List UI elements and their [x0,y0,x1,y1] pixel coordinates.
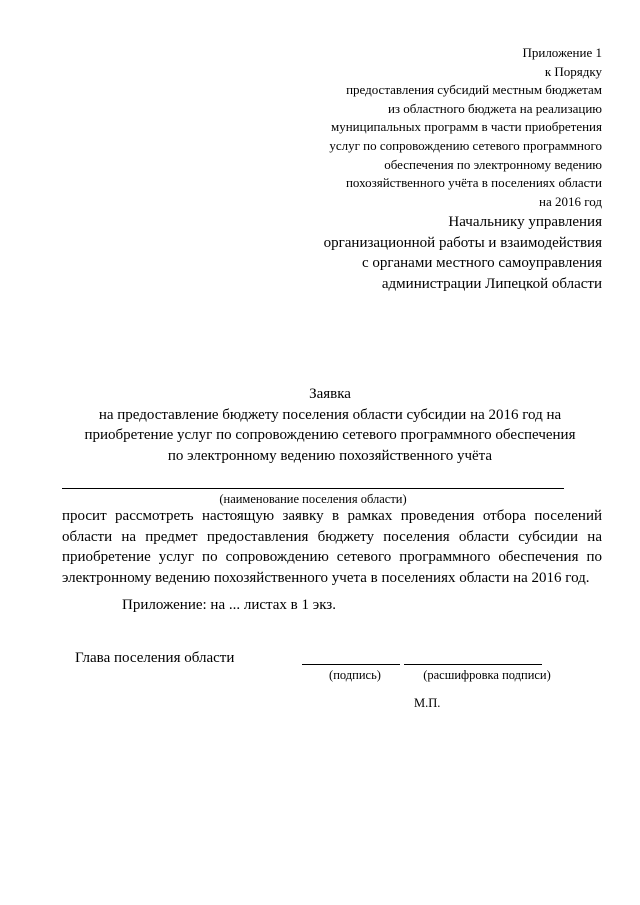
appendix-line: обеспечения по электронному ведению [384,156,602,172]
appendix-line: из областного бюджета на реализацию [387,100,602,116]
title-heading: Заявка [309,386,351,402]
appendix-line: услуг по сопровождению сетевого программного [329,137,602,153]
addressee-line: организационной работы и взаимодействия [323,234,602,251]
appendix-line: муниципальных программ в части приобретения [330,119,602,135]
signature-blank-line [302,664,400,665]
addressee-line: Начальнику управления [448,214,602,230]
document-title [60,384,600,466]
title-line: по электронному ведению похозяйственного учёта [167,447,493,464]
appendix-line: к Порядку [544,63,602,79]
title-line: приобретение услуг по сопровождению сетевого программного обеспечения [84,427,576,443]
settlement-name-blank-line [62,488,564,489]
addressee-line: администрации Липецкой области [381,275,602,292]
attachment-note: Приложение: на ... листах в 1 экз. [122,597,336,613]
appendix-line: предоставления субсидий местным бюджетам [346,82,602,98]
seal-placeholder: М.П. [414,696,441,710]
addressee-line: с органами местного самоуправления [361,255,602,271]
signature-caption: (подпись) [329,668,381,682]
request-body-text: просит рассмотреть настоящую заявку в рамках проведения отбора поселений области на предмет предоставления бюджету поселения области субсидии на приобретение услуг по сопровождению сетевого программного обеспечения по электронному ведению похозяйственного учета в поселениях области на 2016 год. [62,508,602,586]
appendix-line: Приложение 1 [522,45,602,60]
appendix-line: на 2016 год [539,193,602,209]
title-line: на предоставление бюджету поселения области субсидии на 2016 год на [98,406,562,423]
settlement-name-caption: (наименование поселения области) [219,492,407,506]
appendix-line: похозяйственного учёта в поселениях области [345,175,602,191]
signature-decoding-caption: (расшифровка подписи) [423,668,551,682]
head-of-settlement-label: Глава поселения области [75,650,235,666]
addressee-block [242,212,602,294]
appendix-header [282,44,602,211]
signature-decoding-blank-line [404,664,542,665]
